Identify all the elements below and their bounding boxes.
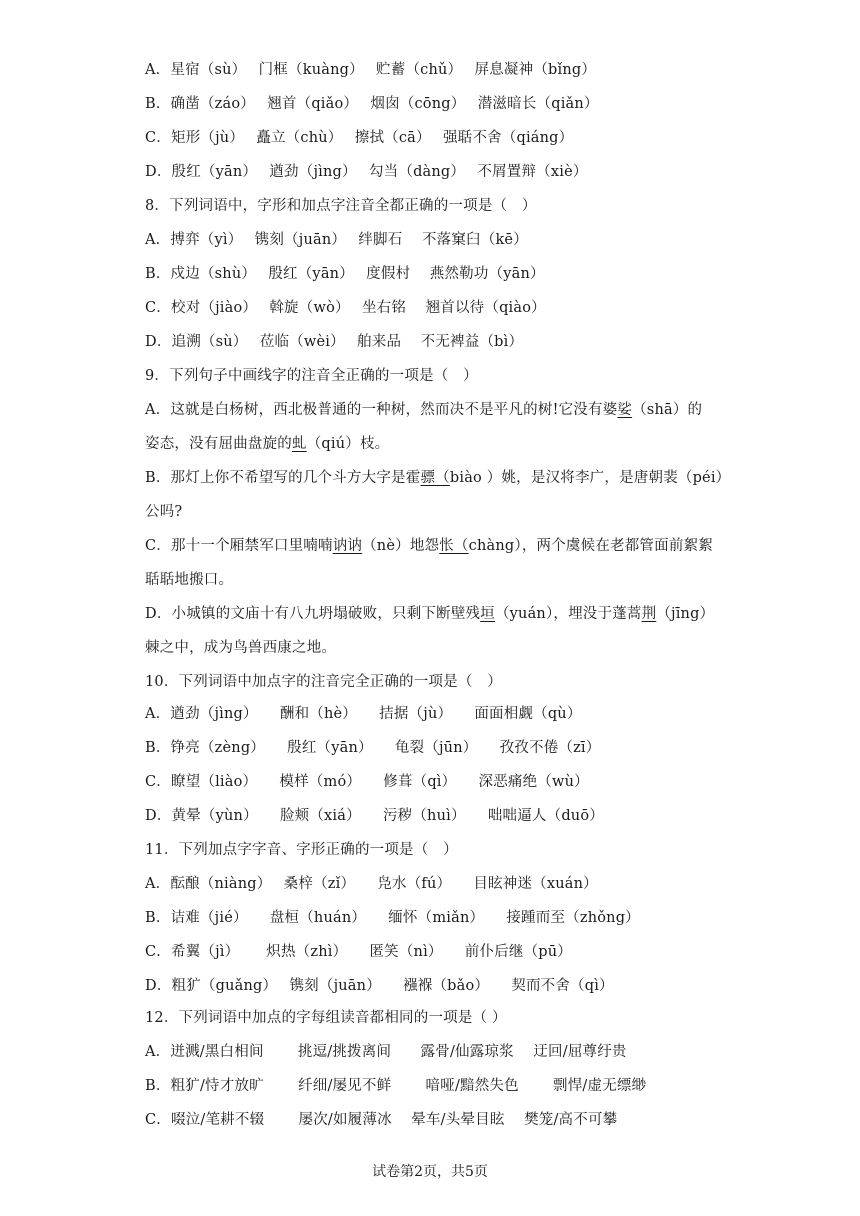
text-line	[145, 128, 820, 148]
underlined-char: 骠（	[420, 470, 450, 486]
line-text: A．搏弈（yì） 镌刻（juān） 绊脚石 不落窠臼（kē）	[145, 232, 528, 248]
line-text: C．瞭望（liào） 模样（mó） 修葺（qì） 深恶痛绝（wù）	[145, 774, 589, 790]
text-line	[145, 468, 820, 488]
line-text: 9．下列句子中画线字的注音全正确的一项是（ ）	[145, 368, 478, 384]
text-line	[145, 874, 820, 894]
text-line	[145, 366, 820, 386]
line-text: （shā）的	[632, 402, 703, 418]
line-text: B．戍边（shù） 殷红（yān） 度假村 燕然勒功（yān）	[145, 266, 545, 282]
text-line	[145, 806, 820, 826]
text-line	[145, 230, 820, 250]
text-line	[145, 738, 820, 758]
line-text: 聒聒地搬口。	[145, 572, 234, 588]
line-text: 8．下列词语中，字形和加点字注音全都正确的一项是（ ）	[145, 198, 537, 214]
line-text: B．铮亮（zèng） 殷红（yān） 龟裂（jūn） 孜孜不倦（zī）	[145, 740, 601, 756]
text-line	[145, 1042, 820, 1062]
text-line	[145, 298, 820, 318]
text-line	[145, 434, 820, 454]
text-line	[145, 942, 820, 962]
text-line	[145, 162, 820, 182]
text-line	[145, 672, 820, 692]
text-line	[145, 840, 820, 860]
line-text: B．确凿（záo） 翘首（qiǎo） 烟囱（cōng） 潜滋暗长（qiǎn）	[145, 96, 599, 112]
line-text: C．校对（jiào） 斡旋（wò） 坐右铭 翘首以待（qiào）	[145, 300, 546, 316]
line-text: biào ）姚，是汉将李广，是唐朝裴（péi）	[449, 470, 731, 486]
line-text: 姿态，没有屈曲盘旋的	[145, 436, 292, 452]
text-line	[145, 570, 820, 590]
line-text: 11．下列加点字字音、字形正确的一项是（ ）	[145, 842, 458, 858]
line-text: C．啜泣/笔耕不辍 屡次/如履薄冰 晕车/头晕目眩 樊笼/高不可攀	[145, 1112, 618, 1128]
line-text: C．希翼（jì） 炽热（zhì） 匿笑（nì） 前仆后继（pū）	[145, 944, 572, 960]
line-text: D．粗犷（guǎng） 镌刻（juān） 襁褓（bǎo） 契而不舍（qì）	[145, 978, 614, 994]
text-line	[145, 1110, 820, 1130]
line-text: B．那灯上你不希望写的几个斗方大字是霍	[145, 470, 421, 486]
text-line	[145, 400, 820, 420]
line-text: A．这就是白杨树，西北极普通的一种树，然而决不是平凡的树!它没有婆	[145, 402, 618, 418]
line-text: 公吗?	[145, 504, 183, 520]
page-footer: 试卷第2页，共5页	[372, 1164, 488, 1180]
line-text: A．遒劲（jìng） 酬和（hè） 拮据（jù） 面面相觑（qù）	[145, 706, 582, 722]
text-line	[145, 1076, 820, 1096]
text-line	[145, 638, 820, 658]
text-line	[145, 332, 820, 352]
text-line	[145, 604, 820, 624]
text-line	[145, 976, 820, 996]
line-text: A．酝酿（niàng） 桑梓（zǐ） 凫水（fú） 目眩神迷（xuán）	[145, 876, 598, 892]
line-text: 12．下列词语中加点的字每组读音都相同的一项是（ ）	[145, 1010, 507, 1026]
line-text: B．粗犷/恃才放旷 纤细/屡见不鲜 喑哑/黯然失色 剽悍/虚无缥缈	[145, 1078, 647, 1094]
line-text: D．追溯（sù） 莅临（wèi） 舶来品 不无裨益（bì）	[145, 334, 524, 350]
text-line	[145, 264, 820, 284]
line-text: 棘之中，成为鸟兽西康之地。	[145, 640, 337, 656]
underlined-char: 垣	[480, 606, 495, 622]
underlined-char: 荆	[641, 606, 657, 622]
line-text: （qiú）枝。	[306, 436, 390, 452]
line-text: 10．下列词语中加点字的注音完全正确的一项是（ ）	[145, 674, 502, 690]
line-text: chàng），两个虞候在老都管面前絮絮	[468, 538, 713, 554]
text-line	[145, 704, 820, 724]
line-text: C．矩形（jù） 矗立（chù） 擦拭（cā） 强聒不舍（qiáng）	[145, 130, 574, 146]
line-text: （yuán），埋没于蓬蒿	[494, 606, 642, 622]
underlined-char: 虬	[292, 436, 307, 452]
line-text: A．迸溅/黑白相间 挑逗/挑拨离间 露骨/仙露琼浆 迂回/屈尊纡贵	[145, 1044, 627, 1060]
text-line	[145, 60, 820, 80]
line-text: D．黄晕（yùn） 脸颊（xiá） 污秽（huì） 咄咄逼人（duō）	[145, 808, 604, 824]
line-text: D．殷红（yān） 遒劲（jìng） 勾当（dàng） 不屑置辩（xiè）	[145, 164, 588, 180]
text-line	[145, 536, 820, 556]
text-line	[145, 772, 820, 792]
line-text: B．诘难（jié） 盘桓（huán） 缅怀（miǎn） 接踵而至（zhǒng）	[145, 910, 640, 926]
text-line	[145, 908, 820, 928]
text-line	[145, 196, 820, 216]
line-text: A．星宿（sù） 门框（kuàng） 贮蓄（chǔ） 屏息凝神（bǐng）	[145, 62, 597, 78]
line-text: D．小城镇的文庙十有八九坍塌破败，只剩下断壁残	[145, 606, 481, 622]
text-line	[145, 94, 820, 114]
underlined-char: 讷讷	[332, 538, 363, 554]
line-text: C．那十一个厢禁军口里喃喃	[145, 538, 333, 554]
line-text: （jīng）	[656, 606, 715, 622]
text-line	[145, 1008, 820, 1028]
line-text: （nè）地怨	[362, 538, 440, 554]
underlined-char: 娑	[617, 402, 633, 418]
text-line	[145, 502, 820, 522]
underlined-char: 怅（	[439, 538, 469, 554]
